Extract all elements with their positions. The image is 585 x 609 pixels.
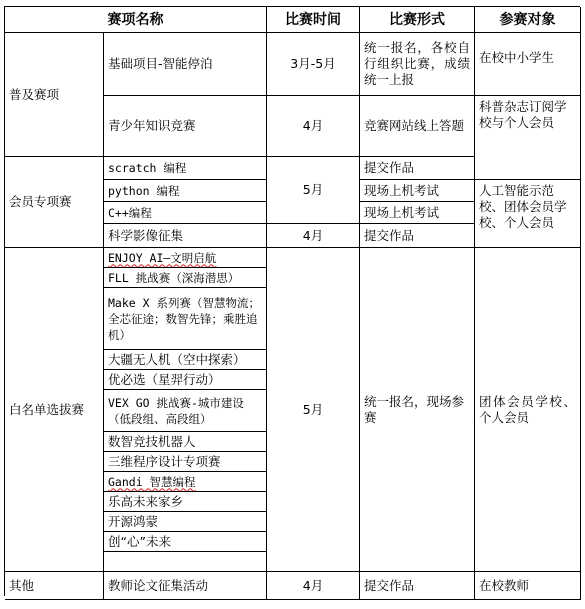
- event-name: 优必选（星羿行动）: [104, 370, 267, 390]
- event-name: Make X 系列赛（智慧物流；全芯征途；数智先锋；乘胜追机）: [104, 288, 267, 350]
- event-format: 统一报名，现场参赛: [360, 248, 475, 572]
- event-format: 统一报名，各校自行组织比赛，成绩统一上报: [360, 33, 475, 96]
- event-name: 大疆无人机（空中探索）: [104, 350, 267, 370]
- event-target: 人工智能示范校、团体会员学校、个人会员: [475, 180, 581, 248]
- competition-table: [4, 6, 580, 596]
- event-format: 提交作品: [360, 224, 475, 248]
- event-format: 提交作品: [360, 157, 475, 180]
- group-popular: 普及赛项: [5, 33, 104, 157]
- header-format: 比赛形式: [360, 7, 475, 33]
- group-whitelist: 白名单选拔赛: [5, 248, 104, 572]
- event-time: 3月-5月: [267, 33, 360, 96]
- group-other: 其他: [5, 572, 104, 600]
- event-target: 在校教师: [475, 572, 581, 600]
- event-time: 4月: [267, 96, 360, 157]
- event-name: 开源鸿蒙: [104, 512, 267, 532]
- event-name: ENJOY AI—文明启航: [104, 248, 267, 268]
- header-time: 比赛时间: [267, 7, 360, 33]
- header-target: 参赛对象: [475, 7, 581, 33]
- event-name: C++编程: [104, 202, 267, 224]
- event-format: 竞赛网站线上答题: [360, 96, 475, 157]
- group-member: 会员专项赛: [5, 157, 104, 248]
- event-name: 数智竞技机器人: [104, 432, 267, 452]
- header-event-name: 赛项名称: [5, 7, 267, 33]
- event-name: Gandi 智慧编程: [104, 472, 267, 492]
- event-name: 科学影像征集: [104, 224, 267, 248]
- event-time: 4月: [267, 572, 360, 600]
- event-name: FLL 挑战赛（深海潜思）: [104, 268, 267, 288]
- event-format: 提交作品: [360, 572, 475, 600]
- event-name: 教师论文征集活动: [104, 572, 267, 600]
- event-format: 现场上机考试: [360, 180, 475, 202]
- event-name: 青少年知识竞赛: [104, 96, 267, 157]
- event-name: VEX GO 挑战赛-城市建设（低段组、高段组）: [104, 390, 267, 432]
- event-time: 4月: [267, 224, 360, 248]
- event-target: 团体会员学校、个人会员: [475, 248, 581, 572]
- event-name: scratch 编程: [104, 157, 267, 180]
- event-target: 在校中小学生: [475, 33, 581, 96]
- event-name: 创“心”未来: [104, 532, 267, 552]
- event-name: 基础项目-智能停泊: [104, 33, 267, 96]
- event-name: 乐高未来家乡: [104, 492, 267, 512]
- event-format: 现场上机考试: [360, 202, 475, 224]
- event-time: 5月: [267, 157, 360, 224]
- event-time: 5月: [267, 248, 360, 572]
- event-name: python 编程: [104, 180, 267, 202]
- event-target: 科普杂志订阅学校与个人会员: [475, 96, 581, 180]
- event-name: 三维程序设计专项赛: [104, 452, 267, 472]
- empty-cell: [104, 552, 267, 572]
